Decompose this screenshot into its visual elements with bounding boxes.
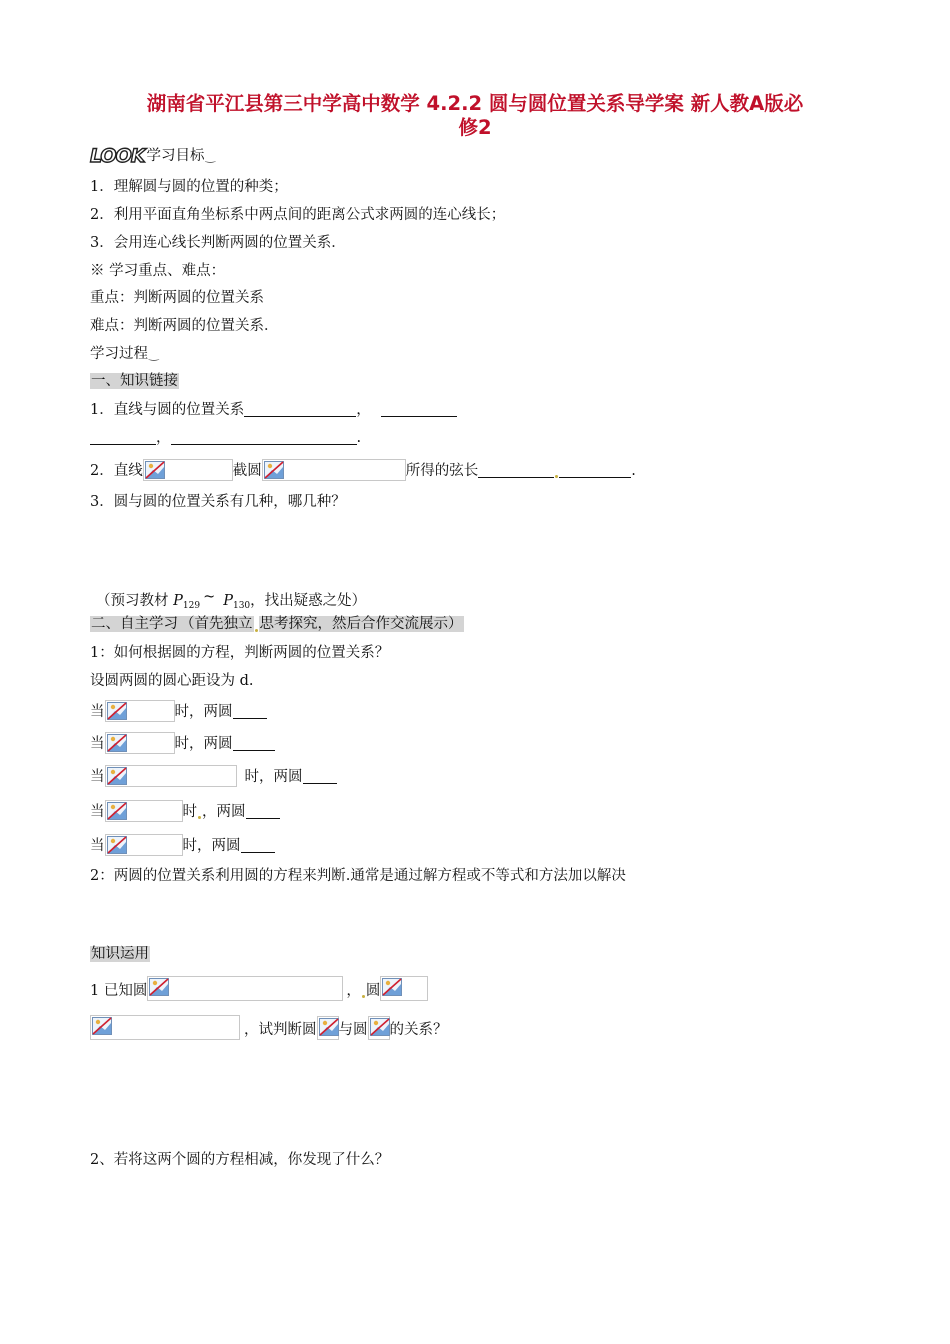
formula-image-placeholder [105, 765, 237, 787]
condition-row [90, 834, 275, 856]
tilde-mark-icon: ‿ [149, 347, 159, 361]
e1-mid: ， [346, 983, 361, 999]
answer-blank[interactable] [233, 734, 275, 751]
preview-line [96, 587, 366, 616]
when-label: 当 [90, 838, 105, 854]
cond-suffix: ，两圆 [259, 769, 303, 785]
period: . [631, 463, 636, 479]
shi-label: 时 [244, 769, 259, 785]
page-sub-129: 129 [182, 601, 201, 611]
formula-image-placeholder [105, 800, 183, 822]
preview-close: ，找出疑惑之处） [250, 593, 367, 609]
answer-blank[interactable] [559, 461, 631, 478]
look-logo-icon: LOOK [90, 145, 145, 167]
formula-image-placeholder [90, 1015, 240, 1040]
cond-suffix: ，两圆 [202, 804, 246, 820]
section2-note-b: 思考探究，然后合作交流展示） [259, 616, 463, 632]
shi-label: 时 [174, 736, 189, 752]
q1-line [90, 400, 457, 420]
dot-mark-icon [198, 816, 201, 819]
section2-heading-row [90, 614, 464, 634]
process-heading: 学习过程 [90, 346, 148, 362]
answer-blank[interactable] [241, 836, 275, 853]
broken-image-icon [107, 836, 127, 854]
answer-blank[interactable] [244, 400, 356, 417]
answer-blank[interactable] [478, 461, 554, 478]
broken-image-icon [107, 702, 127, 720]
comma: ， [356, 402, 371, 418]
broken-image-icon [107, 802, 127, 820]
answer-blank[interactable] [90, 428, 156, 445]
broken-image-icon [107, 734, 127, 752]
section2-note-a: （首先独立 [180, 616, 253, 632]
cond-suffix: ，两圆 [189, 736, 233, 752]
shi-label: 时 [182, 838, 197, 854]
broken-image-icon [382, 978, 402, 996]
formula-image-placeholder [105, 834, 183, 856]
document-title-line1: 湖南省平江县第三中学高中数学 4.2.2 圆与圆位置关系导学案 新人教A版必 [146, 92, 804, 115]
dot-mark-icon [255, 629, 258, 632]
s2-q1: 1：如何根据圆的方程，判断两圆的位置关系？ [90, 645, 390, 661]
when-label: 当 [90, 704, 105, 720]
broken-image-icon [92, 1017, 112, 1035]
when-label: 当 [90, 804, 105, 820]
section1-heading-row [90, 371, 179, 391]
document-title-line2: 修2 [458, 116, 492, 139]
e1-l2b: 与圆 [338, 1022, 368, 1038]
page-sub-130: 130 [232, 601, 251, 611]
tilde: ~ [203, 589, 216, 605]
formula-image-placeholder [317, 1016, 339, 1040]
q2-prefix: 2．直线 [90, 463, 143, 479]
exercise2: 2、若将这两个圆的方程相减，你发现了什么？ [90, 1152, 390, 1168]
answer-blank[interactable] [233, 702, 267, 719]
goals-heading: 学习目标 [146, 148, 205, 164]
answer-blank[interactable] [303, 767, 337, 784]
broken-image-icon [319, 1018, 339, 1036]
answer-blank[interactable] [171, 428, 357, 445]
condition-row [90, 732, 275, 754]
q1-prefix: 1．直线与圆的位置关系 [90, 402, 245, 418]
formula-image-placeholder [105, 700, 175, 722]
when-label: 当 [90, 769, 105, 785]
broken-image-icon [370, 1018, 390, 1036]
s2-d: 设圆两圆的圆心距设为 d. [90, 673, 254, 689]
goal-item-3: 3．会用连心线长判断两圆的位置关系． [90, 235, 346, 251]
condition-row [90, 765, 337, 787]
period: . [356, 430, 362, 446]
formula-image-placeholder [368, 1016, 390, 1040]
goal-item-1: 1．理解圆与圆的位置的种类； [90, 179, 288, 195]
dot-mark-icon [555, 475, 558, 478]
e1-circle: 圆 [365, 983, 381, 999]
e1-prefix: 1 已知圆 [90, 983, 148, 999]
section2-heading: 二、自主学习 [91, 616, 178, 632]
condition-row [90, 800, 280, 822]
goal-item-2: 2．利用平面直角坐标系中两点间的距离公式求两圆的连心线长； [90, 207, 506, 223]
preview-open: （预习教材 [96, 593, 174, 609]
broken-image-icon [145, 461, 165, 479]
formula-image-placeholder [262, 459, 406, 481]
broken-image-icon [149, 978, 169, 996]
p-letter: P [223, 593, 233, 609]
apply-heading: 知识运用 [91, 946, 149, 962]
p-letter: P [173, 593, 183, 609]
exercise1-line1 [90, 976, 428, 1001]
shi-label: 时 [174, 704, 189, 720]
comma: ， [156, 430, 171, 446]
q2-mid1: 截圆 [232, 463, 262, 479]
when-label: 当 [90, 736, 105, 752]
goals-heading-row [90, 146, 215, 166]
q1-line-2 [90, 428, 361, 448]
broken-image-icon [107, 767, 127, 785]
tilde-mark-icon: ‿ [205, 149, 216, 163]
e1-l2a: ，试判断圆 [244, 1022, 317, 1038]
q3-text: 3．圆与圆的位置关系有几种，哪几种？ [90, 494, 346, 510]
formula-image-placeholder [105, 732, 175, 754]
q2-mid2: 所得的弦长 [405, 463, 479, 479]
answer-blank[interactable] [381, 400, 457, 417]
formula-image-placeholder [380, 976, 428, 1001]
section1-heading: 一、知识链接 [91, 373, 178, 389]
q2-line [90, 459, 636, 481]
key-point: 重点：判断两圆的位置关系 [90, 290, 264, 306]
cond-suffix: ，两圆 [197, 838, 241, 854]
s2-q2: 2：两圆的位置关系利用圆的方程来判断.通常是通过解方程或不等式和方法加以解决 [90, 868, 626, 884]
dot-mark-icon [362, 995, 365, 998]
difficulty-point: 难点：判断两圆的位置关系． [90, 318, 279, 334]
condition-row [90, 700, 267, 722]
apply-heading-row [90, 944, 150, 964]
answer-blank[interactable] [246, 802, 280, 819]
broken-image-icon [264, 461, 284, 479]
cond-suffix: ，两圆 [189, 704, 233, 720]
exercise1-line2 [90, 1015, 448, 1040]
key-heading: ※ 学习重点、难点： [90, 263, 226, 279]
process-heading-row [90, 344, 159, 364]
formula-image-placeholder [143, 459, 233, 481]
formula-image-placeholder [147, 976, 343, 1001]
e1-l2c: 的关系？ [389, 1022, 448, 1038]
shi-label: 时 [182, 804, 197, 820]
